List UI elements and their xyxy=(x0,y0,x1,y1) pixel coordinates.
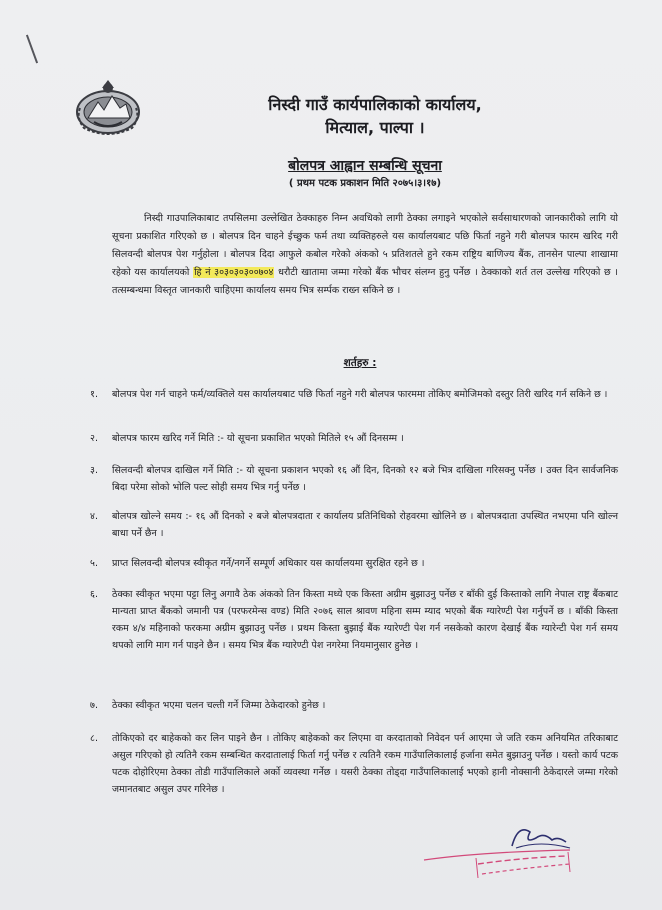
intro-paragraph xyxy=(112,210,618,300)
term-text: ठेक्का स्वीकृत भएमा चलन चल्ती गर्ने जिम्मा ठेकेदारको हुनेछ । xyxy=(112,700,326,711)
term-number: २. xyxy=(90,433,98,444)
notice-title: बोलपत्र आह्वान सम्बन्धि सूचना xyxy=(288,158,442,174)
office-address: मित्याल, पाल्पा । xyxy=(325,118,425,137)
notice-subtitle: ( प्रथम पटक प्रकाशन मिति २०७५।३।१७) xyxy=(288,178,442,189)
terms-heading: शर्तहरु : xyxy=(343,357,377,369)
term-item xyxy=(90,430,618,447)
term-number: ३. xyxy=(90,465,98,476)
term-item xyxy=(90,730,618,798)
intro-text-part-1: निस्दी गाउपालिकाबाट तपसिलमा उल्लेखित ठेक्काहरु निम्न अवधिको लागी ठेक्का लगाइने भएकोले सर्वसाधारणको जानकारीको लागि यो सूचना प्रकाशित गरिएको छ । बोलपत्र दिन चाहने ईच्छुक फर्म तथा व्यक्तिहरुले यस कार्यालयबाट पछि फिर्ता नहुने गरी बोलपत्र फारम खरिद गरी सिलवन्दी बोलपत्र पेश गर्नुहोला । बोलपत्र दिदा आफुले कबोल गरेको अंकको ५ प्रतिशतले हुने रकम राष्ट्रिय बाणिज्य बैंक, तानसेन पाल्पा शाखामा रहेको यस कार्यालयको xyxy=(112,213,618,278)
term-text: सिलवन्दी बोलपत्र दाखिल गर्ने मिति :- यो सूचना प्रकाशन भएको १६ औं दिन, दिनको १२ बजे भित्र दाखिला गरिसक्नु पर्नेछ । उक्त दिन सार्वजनिक बिदा परेमा सोको भोलि पल्ट सोही समय भित्र गर्नु पर्नेछ । xyxy=(112,465,618,493)
term-number: ७. xyxy=(90,700,98,711)
intro-text-part-2: धरौटी खातामा जम्मा गरेको बैंक भौचर संलग्न हुनु पर्नेछ । ठेक्काको शर्त तल उल्लेख गरिएको छ । तत्सम्बन्धमा विस्तृत जानकारी चाहिएमा कार्यालय समय भित्र सर्म्पक राख्न सकिने छ । xyxy=(112,267,618,296)
term-text: तोकिएको दर बाहेकको कर लिन पाइने छैन । तोकिए बाहेकको कर लिएमा वा करदाताको निवेदन पर्न आएमा जे जति रकम अनियमित तरिकाबाट असुल गरिएको हो त्यतिनै रकम सम्बन्धित करदातालाई फिर्ता गर्नु पर्नेछ र त्यतिनै रकम गाउँपालिकालाई हर्जाना समेत बुझाउनु पर्नेछ । यस्तो कार्य पटक पटक दोहोरिएमा ठेक्का तोडी गाउँपालिकाले अर्को व्यवस्था गर्नेछ । यसरी ठेक्का तोड्दा गाउँपालिकालाई भएको हानी नोक्सानी ठेकेदारले जम्मा गरेको जमानतबाट असुल उपर गरिनेछ । xyxy=(112,733,618,795)
account-number-highlight: हि नं ३०३०३०३००७०४ xyxy=(194,267,274,278)
term-text: प्राप्त सिलवन्दी बोलपत्र स्वीकृत गर्ने/नगर्ने सम्पूर्ण अधिकार यस कार्यालयमा सुरक्षित रहने छ । xyxy=(112,558,425,569)
term-item xyxy=(90,386,618,403)
term-item xyxy=(90,462,618,496)
term-number: ८. xyxy=(90,733,98,744)
term-number: ४. xyxy=(90,511,98,522)
term-text: ठेक्का स्वीकृत भएमा पट्टा लिनु अगावै ठेक अंकको तिन किस्ता मध्ये एक किस्ता अग्रीम बुझाउनु पर्नेछ र बाँकी दुई किस्ताको लागि नेपाल राष्ट्र बैंकबाट मान्यता प्राप्त बैंकको जमानी पत्र (परफरमेन्स वण्ड) मिति २०७६ साल श्रावण महिना सम्म म्याद भएको बैंक ग्यारेण्टी पेश गर्नुपर्ने छ । बाँकी किस्ता रकम ४/४ महिनाको फरकमा अग्रीम बुझाउनु पर्नेछ । प्रथम किस्ता बुझाई बैंक ग्यारेण्टी पेश गर्न नसकेको कारण देखाई बैंक ग्यारेन्टी पेश गर्न समय थपको लागि माग गर्न पाइने छैन । समय भित्र बैंक ग्यारेण्टी पेश नगरेमा नियमानुसार हुनेछ । xyxy=(112,589,618,651)
term-item xyxy=(90,697,618,714)
term-text: बोलपत्र खोल्ने समय :- १६ औं दिनको २ बजे बोलपत्रदाता र कार्यालय प्रतिनिधिको रोहवरमा खोलिने छ । बोलपत्रदाता उपस्थित नभएमा पनि खोल्न बाधा पर्ने छैन । xyxy=(112,511,618,539)
scan-mark xyxy=(26,35,38,64)
term-item xyxy=(90,508,618,542)
term-number: १. xyxy=(90,389,98,400)
term-text: बोलपत्र पेश गर्न चाहने फर्म/व्यक्तिले यस कार्यालयबाट पछि फिर्ता नहुने गरी बोलपत्र फारममा तोकिए बमोजिमको दस्तुर तिरी खरिद गर्न सकिने छ । xyxy=(112,389,608,400)
office-heading xyxy=(250,94,500,139)
term-item xyxy=(90,555,618,572)
office-name: निस्दी गाउँ कार्यपालिकाको कार्यालय, xyxy=(268,95,482,114)
nepal-government-emblem-icon xyxy=(74,78,142,136)
signature-stamp-icon xyxy=(420,818,580,888)
term-item xyxy=(90,586,618,654)
term-number: ५. xyxy=(90,558,98,569)
term-number: ६. xyxy=(90,589,98,600)
term-text: बोलपत्र फारम खरिद गर्ने मिति :- यो सूचना प्रकाशित भएको मितिले १५ औं दिनसम्म । xyxy=(112,433,404,444)
